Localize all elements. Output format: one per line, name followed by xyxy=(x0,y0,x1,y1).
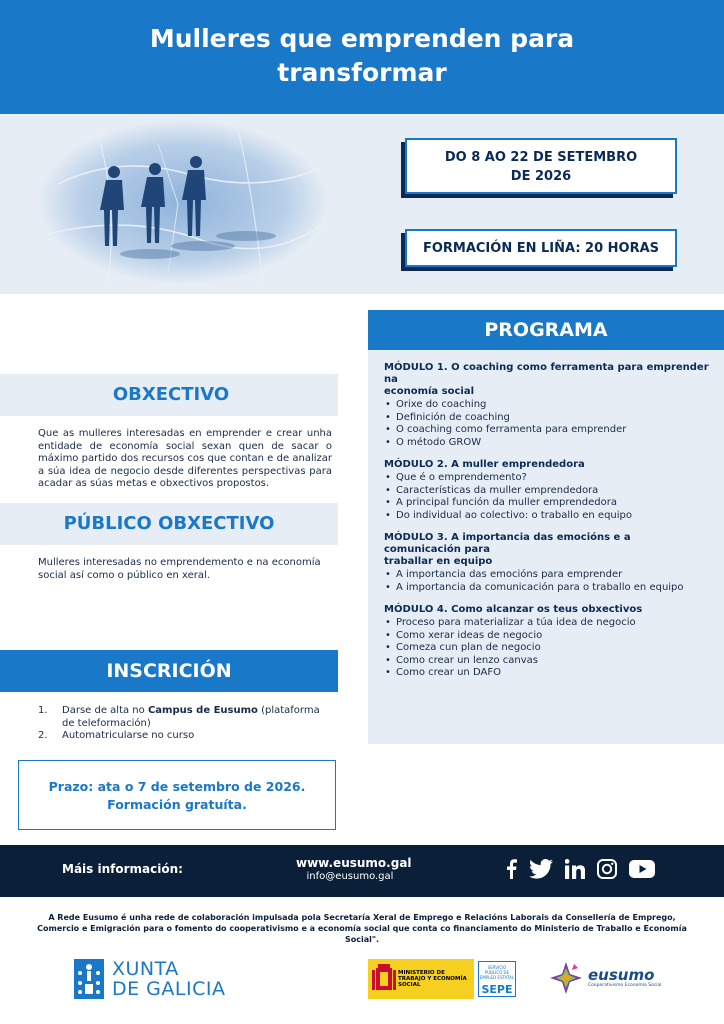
page-title-line2: transformar xyxy=(277,58,447,87)
format-text: FORMACIÓN EN LIÑA: 20 HORAS xyxy=(422,241,660,256)
xunta-logo-line2: DE GALICIA xyxy=(112,978,226,1000)
module-3-title-line2: traballar en equipo xyxy=(384,556,493,567)
eusumo-logo xyxy=(548,956,662,1000)
list-item: • Do individual ao colectivo: o traballo en equipo xyxy=(384,510,710,523)
inscricion-step-1 xyxy=(38,705,332,730)
facebook-icon[interactable] xyxy=(505,859,517,883)
module-1 xyxy=(384,362,710,449)
programa-heading: PROGRAMA xyxy=(368,310,724,350)
date-range-line1: DO 8 AO 22 DE SETEMBRO xyxy=(444,150,638,165)
list-item: • Como xerar ideas de negocio xyxy=(384,630,710,643)
email-link[interactable]: info@eusumo.gal xyxy=(306,871,394,882)
disclaimer-text: A Rede Eusumo é unha rede de colaboración impulsada pola Secretaría Xeral de Emprego e Relacións Laborais da Consellería de Emprego, Comercio e Emigración para o fomento do cooperativismo e a economía social que conta co financiamento do Ministerio de Traballo e Economía Social". xyxy=(37,913,687,944)
list-item: • Como crear un DAFO xyxy=(384,667,710,680)
obxectivo-text: Que as mulleres interesadas en emprender e crear unha entidade de economía social sexan quen de sacar o máximo partido dos recursos cos que contan e de analizar a súa idea de negocio desde diferentes perspectivas para acadar as súas metas e obxectivos propostos. xyxy=(38,428,332,489)
date-range-box xyxy=(405,138,677,194)
ministerio-logo xyxy=(368,959,474,999)
module-3-title-line1: MÓDULO 3. A importancia das emocións e a comunicación para xyxy=(384,532,631,555)
module-2-title: MÓDULO 2. A muller emprendedora xyxy=(384,459,585,470)
list-item: • Orixe do coaching xyxy=(384,399,710,412)
sepe-logo xyxy=(478,961,516,997)
step-number: 2. xyxy=(38,730,48,741)
inscricion-heading: INSCRICIÓN xyxy=(0,650,338,692)
step-number: 1. xyxy=(38,705,48,716)
xunta-shield-icon xyxy=(74,959,104,999)
deadline-line1: Prazo: ata o 7 de setembro de 2026. xyxy=(48,779,306,794)
list-item: • O coaching como ferramenta para emprender xyxy=(384,424,710,437)
module-2 xyxy=(384,459,710,522)
linkedin-icon[interactable] xyxy=(565,859,585,883)
step-1-post: (plataforma de teleformación) xyxy=(62,705,320,729)
page-title-line1: Mulleres que emprenden para xyxy=(149,24,575,53)
sepe-logo-text: SEPE xyxy=(481,983,513,996)
footer-bar xyxy=(0,845,724,897)
deadline-line2: Formación gratuíta. xyxy=(107,797,247,812)
xunta-logo xyxy=(74,959,225,999)
module-1-title-line2: economía social xyxy=(384,386,474,397)
youtube-icon[interactable] xyxy=(629,859,655,883)
ministerio-logo-text: MINISTERIO DE TRABAJO Y ECONOMÍA SOCIAL xyxy=(398,970,467,988)
social-links xyxy=(505,859,655,883)
list-item: • Proceso para materializar a túa idea de negocio xyxy=(384,617,710,630)
list-item: • A importancia da comunicación para o traballo en equipo xyxy=(384,582,710,595)
module-1-title xyxy=(384,362,710,398)
module-3 xyxy=(384,532,710,594)
programa-body xyxy=(368,350,724,744)
module-1-title-line1: MÓDULO 1. O coaching como ferramenta para emprender na xyxy=(384,362,709,385)
list-item: • O método GROW xyxy=(384,437,710,450)
sepe-logo-subtext: SERVICIO PÚBLICO DE EMPLEO ESTATAL xyxy=(479,965,515,980)
page-header xyxy=(0,0,724,114)
eusumo-logo-subtext: Cooperativismo Economía Social xyxy=(588,982,662,988)
xunta-logo-line1: XUNTA xyxy=(112,958,179,980)
list-item: • Que é o emprendemento? xyxy=(384,472,710,485)
date-range-line2: DE 2026 xyxy=(510,169,572,184)
eusumo-logo-text: eusumo xyxy=(588,965,655,984)
list-item: • Como crear un lenzo canvas xyxy=(384,655,710,668)
campus-link[interactable]: Campus de Eusumo xyxy=(147,705,258,716)
contact-block xyxy=(296,856,412,883)
hero-image xyxy=(38,114,328,294)
inscricion-steps xyxy=(38,705,332,743)
publico-heading: PÚBLICO OBXECTIVO xyxy=(0,503,338,545)
step-2-text: Automatricularse no curso xyxy=(62,730,195,741)
list-item: • A importancia das emocións para emprender xyxy=(384,569,710,582)
step-1-pre: Darse de alta no xyxy=(62,705,148,716)
list-item: • Definición de coaching xyxy=(384,412,710,425)
instagram-icon[interactable] xyxy=(597,859,617,883)
publico-text: Mulleres interesadas no emprendemento e na economía social así como o público en xeral. xyxy=(38,557,321,581)
module-4 xyxy=(384,604,710,680)
inscricion-step-2 xyxy=(38,730,332,743)
module-3-title xyxy=(384,532,710,568)
list-item: • Características da muller emprendedora xyxy=(384,485,710,498)
module-4-title: MÓDULO 4. Como alcanzar os teus obxectivos xyxy=(384,604,643,615)
list-item: • Comeza cun plan de negocio xyxy=(384,642,710,655)
spain-crest-icon xyxy=(372,964,396,994)
eusumo-mark-icon xyxy=(548,960,584,996)
info-label: Máis información: xyxy=(62,862,183,876)
deadline-box xyxy=(18,760,336,830)
format-box xyxy=(405,229,677,267)
twitter-icon[interactable] xyxy=(529,859,553,883)
obxectivo-heading: OBXECTIVO xyxy=(0,374,338,416)
list-item: • A principal función da muller emprendedora xyxy=(384,497,710,510)
website-link[interactable]: www.eusumo.gal xyxy=(296,856,412,870)
